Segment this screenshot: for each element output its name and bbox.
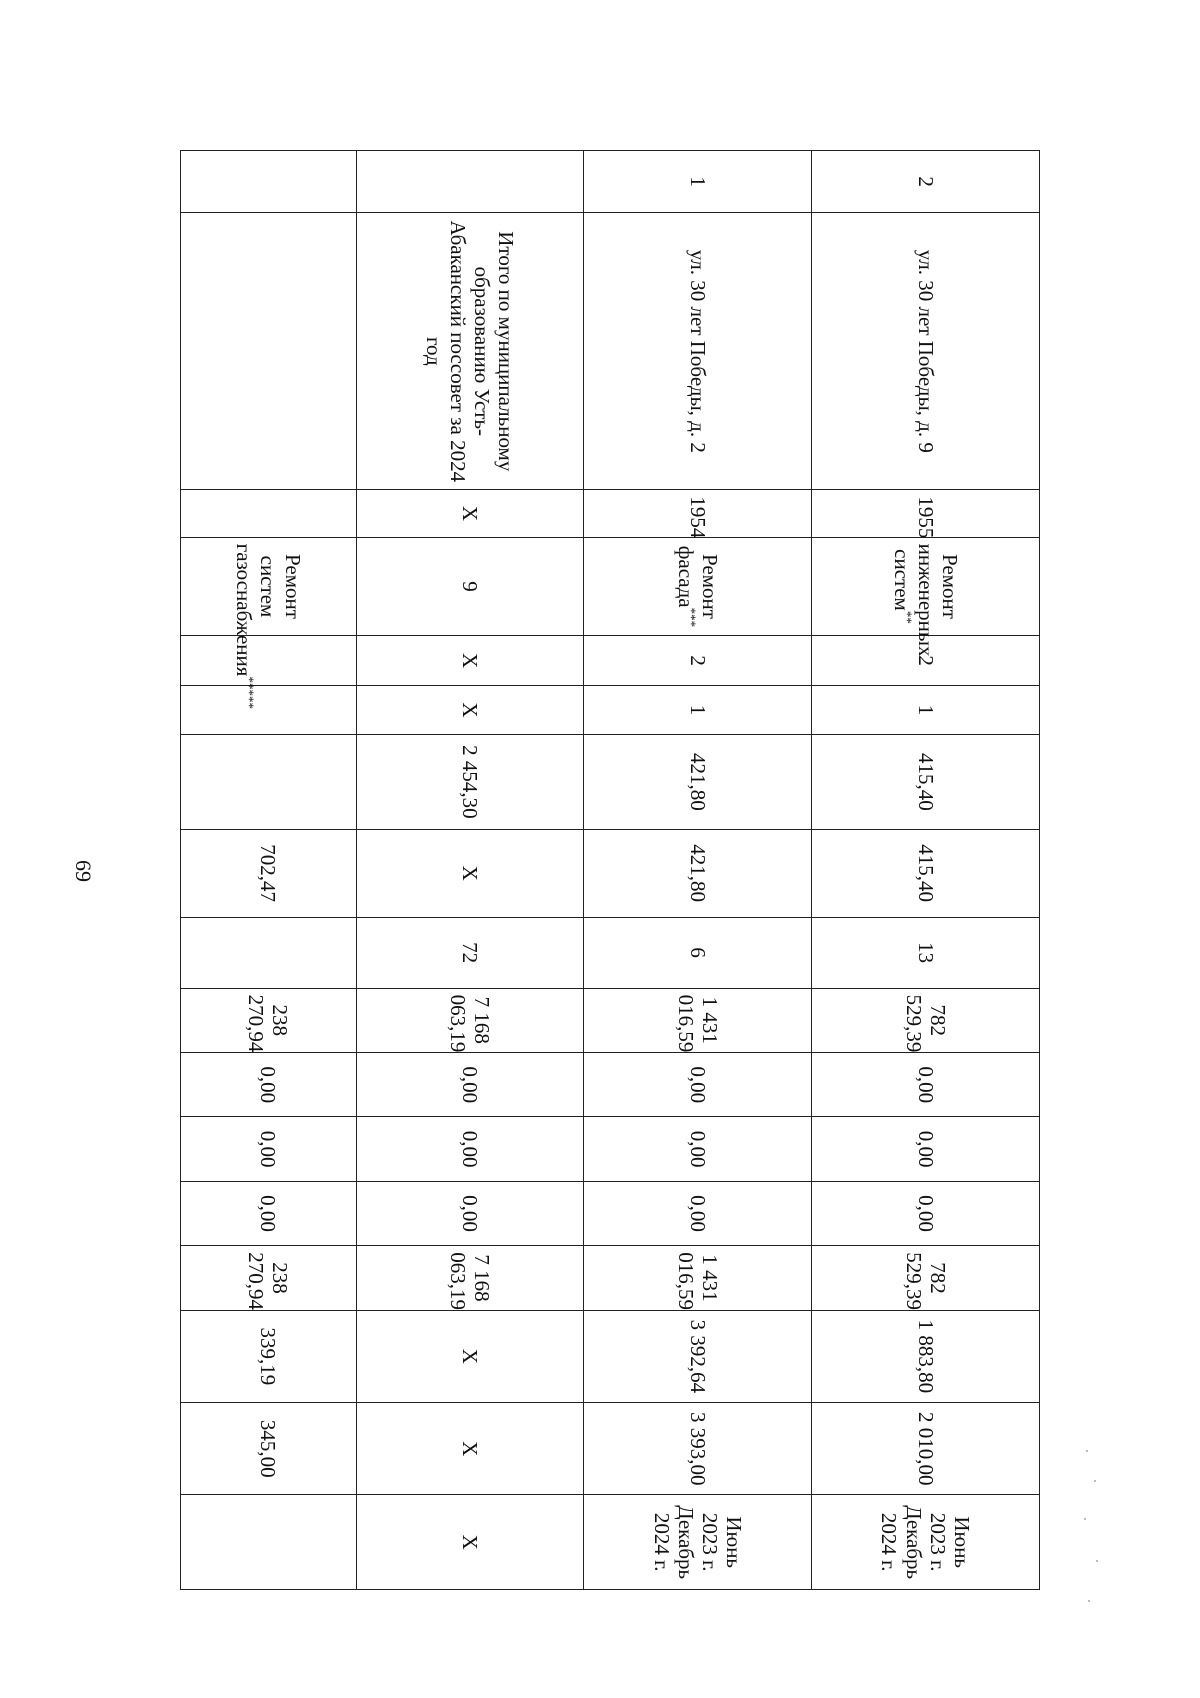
- table-row: [812, 151, 1040, 1590]
- fund-cell-3: [356, 1181, 584, 1245]
- fund-cell-2: [812, 1117, 1040, 1181]
- unit-limit-cell-text: 2 010,00: [913, 1411, 938, 1486]
- table-row: [356, 151, 584, 1590]
- fund-cell-1-text: 0,00: [685, 1066, 710, 1104]
- category-cell-1: [356, 636, 584, 685]
- area-cell-1: [812, 735, 1040, 830]
- total-cost-cell: [356, 988, 584, 1052]
- category-cell-1: [181, 636, 357, 685]
- unit-cost-cell: [812, 1310, 1040, 1402]
- residents-count-cell-text: 72: [458, 942, 483, 964]
- fund-cell-1-text: 0,00: [913, 1066, 938, 1104]
- unit-limit-cell-text: 3 393,00: [685, 1411, 710, 1486]
- owners-funds-cell: [584, 1246, 812, 1310]
- category-cell-2-text: Х: [458, 702, 483, 718]
- owners-funds-cell: [356, 1246, 584, 1310]
- row-number-cell-text: 1: [685, 176, 710, 187]
- category-cell-2: [181, 685, 357, 734]
- unit-cost-cell: [584, 1310, 812, 1402]
- total-cost-cell: [812, 988, 1040, 1052]
- residents-count-cell: [584, 917, 812, 988]
- scan-artifact: [1082, 1440, 1102, 1640]
- row-number-cell-text: 2: [913, 176, 938, 187]
- row-number-cell: [812, 151, 1040, 213]
- address-cell: [812, 213, 1040, 490]
- unit-limit-cell-text: 345,00: [256, 1419, 281, 1478]
- fund-cell-1: [584, 1053, 812, 1117]
- unit-cost-cell: [356, 1310, 584, 1402]
- fund-cell-3-text: 0,00: [685, 1195, 710, 1232]
- category-cell-2-text: 1: [685, 704, 710, 716]
- year-cell: [812, 490, 1040, 537]
- work-type-cell: [181, 537, 357, 709]
- fund-cell-3-text: 0,00: [913, 1195, 938, 1232]
- fund-cell-2-text: 0,00: [256, 1130, 281, 1168]
- residents-count-cell: [356, 917, 584, 988]
- fund-cell-3-text: 0,00: [458, 1195, 483, 1232]
- unit-cost-cell-text: Х: [458, 1348, 483, 1364]
- total-cost-cell-text: 7 168 063,19: [446, 994, 495, 1053]
- period-cell-text: Х: [458, 1534, 483, 1550]
- fund-cell-2-text: 0,00: [913, 1130, 938, 1168]
- period-cell-text: Июнь 2023 г. Декабрь 2024 г.: [877, 1505, 974, 1580]
- work-type-cell-text: Ремонт систем газоснабжения: [232, 543, 305, 677]
- owners-funds-cell: [181, 1246, 357, 1310]
- residents-count-cell-text: 13: [913, 942, 938, 964]
- year-cell: [584, 490, 812, 537]
- fund-cell-3-text: 0,00: [256, 1195, 281, 1232]
- area-cell-1-text: 415,40: [913, 753, 938, 811]
- category-cell-2: [584, 685, 812, 734]
- total-cost-cell: [181, 988, 357, 1052]
- fund-cell-1: [812, 1053, 1040, 1117]
- area-cell-1: [584, 735, 812, 830]
- unit-cost-cell-text: 1 883,80: [913, 1319, 938, 1394]
- work-type-cell: [812, 537, 1040, 657]
- work-type-cell: [356, 537, 584, 636]
- work-type-cell-text: 9: [458, 581, 483, 592]
- address-cell-text: Итого по муниципальному образованию Усть-Абаканский поссовет за 2024 год: [421, 220, 519, 483]
- unit-limit-cell: [584, 1403, 812, 1495]
- area-cell-2-text: 421,80: [685, 844, 710, 903]
- area-cell-2: [812, 829, 1040, 917]
- owners-funds-cell-text: 1 431 016,59: [673, 1252, 722, 1311]
- fund-cell-3: [584, 1181, 812, 1245]
- work-type-cell-text: Ремонт инженерных систем: [889, 543, 962, 657]
- total-cost-cell-text: 238 270,94: [244, 994, 293, 1053]
- period-cell: [356, 1495, 584, 1590]
- period-cell: [584, 1495, 812, 1590]
- year-cell: [356, 490, 584, 537]
- period-cell-text: Июнь 2023 г. Декабрь 2024 г.: [649, 1505, 747, 1580]
- row-number-cell: [181, 151, 357, 213]
- fund-cell-3: [812, 1181, 1040, 1245]
- table-row: [584, 151, 812, 1590]
- footnote-mark: **: [899, 610, 915, 624]
- year-cell-text: Х: [458, 505, 483, 522]
- area-cell-2-text: 702,47: [256, 844, 281, 903]
- fund-cell-1: [356, 1053, 584, 1117]
- owners-funds-cell-text: 238 270,94: [244, 1252, 293, 1311]
- category-cell-2: [356, 685, 584, 734]
- footnote-mark: *****: [242, 676, 258, 709]
- owners-funds-cell-text: 7 168 063,19: [446, 1252, 495, 1311]
- owners-funds-cell: [812, 1246, 1040, 1310]
- rotated-table-wrapper: [180, 150, 1040, 1590]
- fund-cell-2-text: 0,00: [458, 1130, 483, 1168]
- period-cell: [812, 1495, 1040, 1590]
- unit-limit-cell: [356, 1403, 584, 1495]
- area-cell-2: [584, 829, 812, 917]
- unit-cost-cell-text: 339,19: [256, 1327, 281, 1386]
- period-cell: [181, 1495, 357, 1590]
- area-cell-1: [356, 735, 584, 830]
- fund-cell-1-text: 0,00: [458, 1066, 483, 1104]
- repair-schedule-table: [180, 150, 1040, 1590]
- area-cell-2-text: 415,40: [913, 844, 938, 903]
- area-cell-1-text: 421,80: [685, 753, 710, 811]
- address-cell: [356, 213, 584, 490]
- area-cell-2: [356, 829, 584, 917]
- address-cell: [181, 213, 357, 490]
- row-number-cell: [584, 151, 812, 213]
- residents-count-cell: [812, 917, 1040, 988]
- year-cell-text: 1955: [913, 496, 938, 539]
- unit-cost-cell-text: 3 392,64: [685, 1319, 710, 1394]
- page-number: 69: [71, 860, 96, 882]
- category-cell-2: [812, 685, 1040, 734]
- category-cell-1-text: Х: [458, 652, 483, 669]
- work-type-cell: [584, 537, 812, 636]
- unit-limit-cell: [181, 1403, 357, 1495]
- owners-funds-cell-text: 782 529,39: [901, 1252, 950, 1311]
- footnote-mark: ***: [683, 607, 699, 628]
- work-type-cell-text: Ремонт фасада: [673, 545, 722, 619]
- year-cell: [181, 490, 357, 537]
- unit-limit-cell: [812, 1403, 1040, 1495]
- fund-cell-1-text: 0,00: [256, 1066, 281, 1104]
- table-row: [181, 151, 357, 1590]
- unit-cost-cell: [181, 1310, 357, 1402]
- unit-limit-cell-text: Х: [458, 1441, 483, 1457]
- fund-cell-2: [181, 1117, 357, 1181]
- address-cell: [584, 213, 812, 490]
- fund-cell-2-text: 0,00: [685, 1130, 710, 1168]
- address-cell-text: ул. 30 лет Победы, д. 2: [685, 249, 710, 453]
- total-cost-cell-text: 782 529,39: [901, 994, 950, 1053]
- total-cost-cell: [584, 988, 812, 1052]
- category-cell-1-text: 2: [913, 655, 938, 666]
- fund-cell-2: [356, 1117, 584, 1181]
- category-cell-1-text: 2: [685, 655, 710, 666]
- category-cell-2-text: 1: [913, 704, 938, 716]
- area-cell-1: [181, 735, 357, 830]
- area-cell-2: [181, 829, 357, 917]
- year-cell-text: 1954: [685, 496, 710, 539]
- address-cell-text: ул. 30 лет Победы, д. 9: [913, 249, 938, 453]
- fund-cell-1: [181, 1053, 357, 1117]
- category-cell-1: [584, 636, 812, 685]
- fund-cell-2: [584, 1117, 812, 1181]
- residents-count-cell-text: 6: [685, 947, 710, 958]
- total-cost-cell-text: 1 431 016,59: [673, 994, 722, 1053]
- residents-count-cell: [181, 917, 357, 988]
- area-cell-2-text: Х: [458, 865, 483, 881]
- fund-cell-3: [181, 1181, 357, 1245]
- area-cell-1-text: 2 454,30: [458, 745, 483, 819]
- row-number-cell: [356, 151, 584, 213]
